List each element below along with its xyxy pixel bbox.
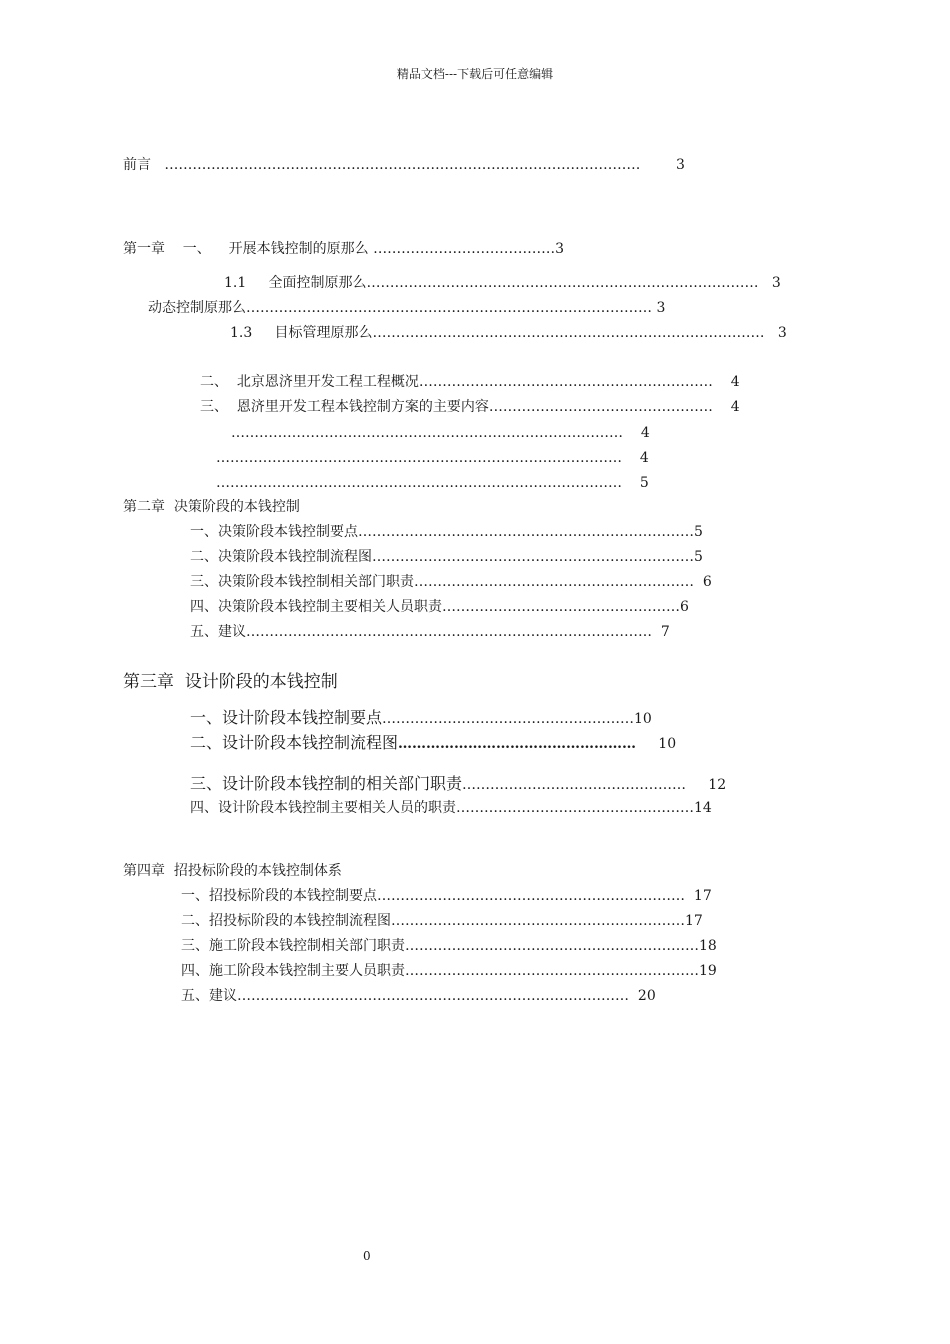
page-number: 0 <box>363 1249 371 1263</box>
toc-entry-ch2-4[interactable] <box>190 600 689 614</box>
toc-entry-ch1-1[interactable] <box>123 242 564 256</box>
toc-page: 5 <box>694 549 703 565</box>
toc-page: 10 <box>658 736 677 752</box>
toc-title: 二、设计阶段本钱控制流程图 <box>190 733 399 752</box>
toc-entry-ch4-5[interactable] <box>181 989 656 1003</box>
toc-leader: ……………………………………………………… <box>391 913 685 929</box>
toc-page: 3 <box>771 275 781 291</box>
toc-title: 前言 <box>123 157 151 173</box>
toc-chapter-2[interactable]: 第二章 决策阶段的本钱控制 <box>123 499 300 515</box>
toc-leader: ……………………………………………… <box>382 711 635 727</box>
toc-title: 1.3 目标管理原那么 <box>230 325 373 341</box>
toc-leader: ……………………………………………………… <box>405 963 699 979</box>
toc-entry-preface[interactable] <box>123 158 685 172</box>
toc-title: 二、招投标阶段的本钱控制流程图 <box>181 913 391 929</box>
toc-entry-ch2-2[interactable] <box>190 550 703 564</box>
toc-entry-ch3-1[interactable] <box>190 710 652 726</box>
toc-entry-ch1-2[interactable] <box>200 375 740 389</box>
toc-leader: ………………………………………… <box>462 777 687 793</box>
toc-title: 一、设计阶段本钱控制要点 <box>190 708 383 727</box>
toc-leader: ……………………………………………………… <box>418 374 713 390</box>
toc-leader: ………………………………………………………… <box>377 888 685 904</box>
toc-entry-untitled[interactable] <box>216 451 649 465</box>
toc-page: 6 <box>680 599 689 615</box>
toc-page: 3 <box>777 325 787 341</box>
toc-page: 4 <box>639 450 649 466</box>
toc-title: 五、建议 <box>190 624 246 640</box>
toc-page: 3 <box>675 157 685 173</box>
toc-leader: …………………………………………………… <box>414 574 694 590</box>
toc-entry-ch3-4[interactable] <box>190 801 712 815</box>
toc-entry-ch4-1[interactable] <box>181 889 712 903</box>
toc-entry-ch4-3[interactable] <box>181 939 717 953</box>
toc-entry-1-3[interactable] <box>230 326 787 340</box>
toc-entry-ch2-5[interactable] <box>190 625 670 639</box>
page-header: 精品文档---下载后可任意编辑 <box>396 67 554 81</box>
toc-leader: …………………………………………………………………………… <box>216 450 622 466</box>
toc-page: 18 <box>699 938 717 954</box>
toc-chapter-4[interactable]: 第四章 招投标阶段的本钱控制体系 <box>123 863 342 879</box>
toc-page: 10 <box>634 711 652 727</box>
toc-page: 20 <box>637 988 656 1004</box>
toc-leader: …………………………………………… <box>398 736 637 752</box>
toc-page: 3 <box>656 300 666 316</box>
toc-page: 12 <box>708 777 727 793</box>
toc-title: 四、设计阶段本钱控制主要相关人员的职责 <box>190 800 456 816</box>
toc-page: 6 <box>702 574 712 590</box>
toc-leader: …………………………………………… <box>442 599 680 615</box>
toc-title: 一、招投标阶段的本钱控制要点 <box>181 888 377 904</box>
toc-title: 三、设计阶段本钱控制的相关部门职责 <box>190 774 463 793</box>
toc-leader: …………………………………………………………… <box>372 549 694 565</box>
toc-title: 三、决策阶段本钱控制相关部门职责 <box>190 574 414 590</box>
toc-leader: ……………………………………………………………… <box>358 524 694 540</box>
toc-page: 4 <box>640 425 650 441</box>
toc-leader: ………………………………………………………………………… <box>231 425 623 441</box>
toc-chapter-3[interactable]: 第三章 设计阶段的本钱控制 <box>123 672 338 692</box>
toc-entry-ch3-3[interactable] <box>190 776 726 792</box>
toc-leader: ………………………………………………………………………… <box>237 988 629 1004</box>
toc-leader: ………………………………………… <box>488 399 713 415</box>
toc-title: 三、 恩济里开发工程本钱控制方案的主要内容 <box>200 399 489 415</box>
toc-entry-ch4-2[interactable] <box>181 914 703 928</box>
toc-page: 4 <box>730 374 740 390</box>
toc-page: 19 <box>699 963 717 979</box>
toc-title: 五、建议 <box>181 988 237 1004</box>
toc-entry-ch4-4[interactable] <box>181 964 717 978</box>
toc-entry-ch3-2[interactable] <box>190 735 676 751</box>
toc-page: 3 <box>555 241 564 257</box>
toc-title: 四、决策阶段本钱控制主要相关人员职责 <box>190 599 442 615</box>
toc-leader: …………………………………………………………………………… <box>246 300 652 316</box>
toc-title: 1.1 全面控制原那么 <box>224 275 367 291</box>
toc-leader: …………………………………………………………………………… <box>216 475 622 491</box>
toc-title: 三、施工阶段本钱控制相关部门职责 <box>181 938 405 954</box>
toc-entry-untitled[interactable] <box>231 426 650 440</box>
toc-title: 第一章 一、 开展本钱控制的原那么 <box>123 241 374 257</box>
toc-entry-1-1[interactable] <box>224 276 781 290</box>
toc-page: 5 <box>694 524 703 540</box>
toc-leader: …………………………………………………………………………… <box>246 624 652 640</box>
toc-leader: ……………………………………………………… <box>405 938 699 954</box>
toc-page: 4 <box>730 399 740 415</box>
toc-entry-untitled[interactable] <box>216 476 649 490</box>
toc-leader: …………………………………………… <box>456 800 694 816</box>
toc-title: 动态控制原那么 <box>148 300 246 316</box>
toc-page: 17 <box>685 913 703 929</box>
toc-page: 7 <box>660 624 670 640</box>
toc-title: 一、决策阶段本钱控制要点 <box>190 524 358 540</box>
toc-page: 14 <box>694 800 712 816</box>
toc-page: 5 <box>639 475 649 491</box>
toc-title: 四、施工阶段本钱控制主要人员职责 <box>181 963 405 979</box>
toc-page: 17 <box>693 888 712 904</box>
toc-title: 二、 北京恩济里开发工程工程概况 <box>200 374 419 390</box>
toc-entry-ch1-3[interactable] <box>200 400 740 414</box>
toc-entry-ch2-1[interactable] <box>190 525 703 539</box>
toc-leader: ………………………………………………………………………………………… <box>164 157 641 173</box>
toc-leader: ………………………………………………………………………… <box>372 325 765 341</box>
toc-leader: ………………………………………………………………………… <box>366 275 759 291</box>
toc-title: 二、决策阶段本钱控制流程图 <box>190 549 372 565</box>
toc-entry-1-2[interactable] <box>148 301 665 315</box>
toc-leader: ………………………………… <box>373 241 556 257</box>
toc-entry-ch2-3[interactable] <box>190 575 712 589</box>
